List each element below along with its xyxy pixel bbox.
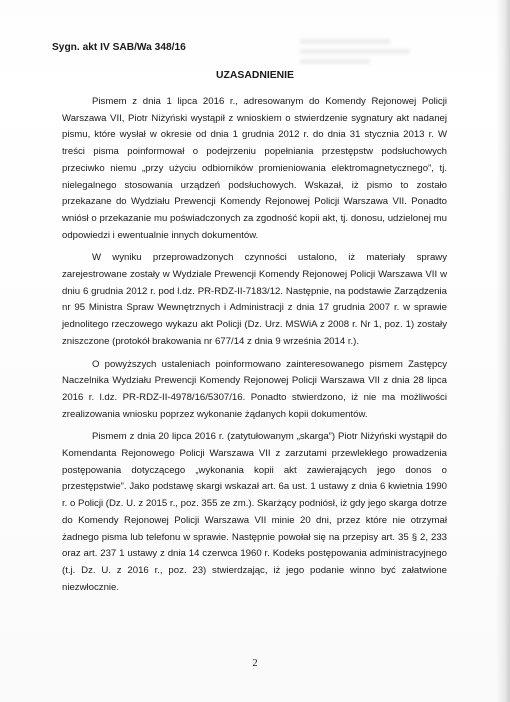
paragraph-2: W wyniku przeprowadzonych czynności ustalono, iż materiały sprawy zarejestrowane zostały w Wydziale Prewencji Komendy Rejonowej Policji Warszawa VII w dniu 6 grudnia 2012 r. pod l.dz. PR-RDZ-II-7183/12. Następnie, na podstawie Zarządzenia nr 95 Ministra Spraw Wewnętrznych i Administracji z dnia 17 grudnia 2007 r. w sprawie jednolitego rzeczowego wykazu akt Policji (Dz. Urz. MSWiA z 2008 r. Nr 1, poz. 1) zostały zniszczone (protokół brakowania nr 677/14 z dnia 9 września 2014 r.).	[62, 252, 447, 347]
case-number: Sygn. akt IV SAB/Wa 348/16	[52, 42, 186, 53]
page-number: 2	[252, 658, 258, 669]
paragraph-1: Pismem z dnia 1 lipca 2016 r., adresowanym do Komendy Rejonowej Policji Warszawa VII, Piotr Niżyński wystąpił z wnioskiem o stwierdzenie sygnatury akt nadanej pismu, które wysłał w okresie od dnia 1 grudnia 2012 r. do dnia 31 stycznia 2013 r. W treści pisma poinformował o podejrzeniu popełniania przestępstw podsłuchowych przeciwko niemu „przy użyciu odbiorników promieniowania elektromagnetycznego”, tj. nielegalnego stosowania urządzeń podsłuchowych. Wskazał, iż pismo to zostało przekazane do Wydziału Prewencji Komendy Rejonowej Policji Warszawa VII. Ponadto wniósł o przekazanie mu poświadczonych za zgodność kopii akt, tj. donosu, udzielonej mu odpowiedzi i ewentualnie innych dokumentów.	[62, 96, 447, 241]
paragraph-4: Pismem z dnia 20 lipca 2016 r. (zatytułowanym „skarga”) Piotr Niżyński wystąpił do Komendanta Rejonowego Policji Warszawa VII z zarzutami przewlekłego prowadzenia postępowania dotyczącego „wykonania kopii akt zawierających jego donos o przestępstwie”. Jako podstawę skargi wskazał art. 6a ust. 1 ustawy z dnia 6 kwietnia 1990 r. o Policji (Dz. U. z 2015 r., poz. 355 ze zm.). Skarżący podniósł, iż gdy jego skarga dotrze do Komendy Rejonowej Policji Warszawa VII minie 20 dni, przez które nie otrzymał żadnego pisma lub telefonu w sprawie. Następnie powołał się na przepisy art. 35 § 2, 233 oraz art. 237 1 ustawy z dnia 14 czerwca 1960 r. Kodeks postępowania administracyjnego (t.j. Dz. U. z 2016 r., poz. 23) stwierdzając, iż jego podanie winno być załatwione niezwłocznie.	[62, 431, 447, 593]
document-title: UZASADNIENIE	[216, 70, 294, 81]
show-through-bleed	[300, 34, 420, 74]
paragraph-3: O powyższych ustaleniach poinformowano zainteresowanego pismem Zastępcy Naczelnika Wydziału Prewencji Komendy Rejonowej Policji Warszawa VII z dnia 28 lipca 2016 r. l.dz. PR-RDZ-II-4978/16/5307/16. Ponadto stwierdzono, iż nie ma możliwości zrealizowania wniosku poprzez wykonanie żądanych kopii dokumentów.	[62, 358, 447, 420]
page-edge-shadow	[496, 0, 510, 702]
document-body	[62, 94, 447, 602]
